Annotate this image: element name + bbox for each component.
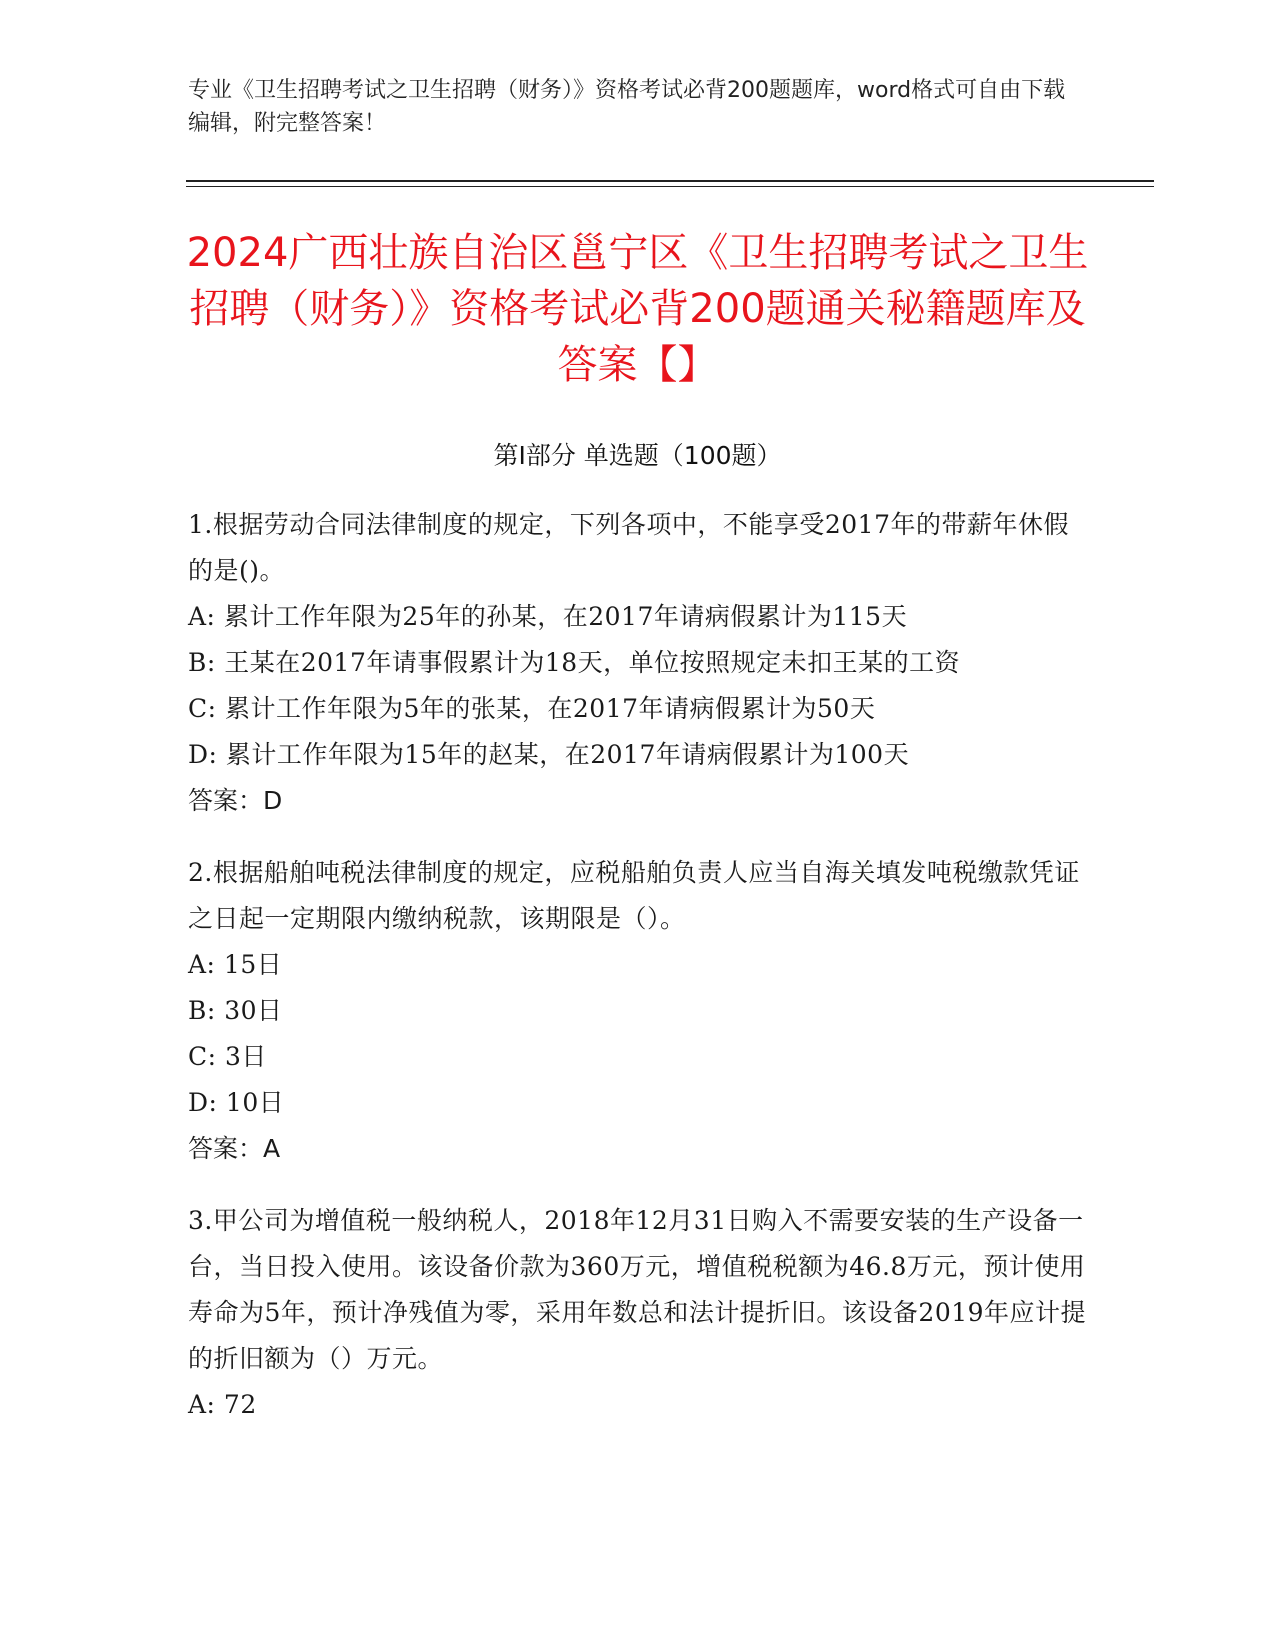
question-3 (188, 1198, 1088, 1428)
option-b: B: 王某在2017年请事假累计为18天，单位按照规定未扣王某的工资 (188, 648, 961, 677)
option-c: C: 3日 (188, 1042, 267, 1071)
answer: 答案：A (188, 1134, 281, 1163)
header-note: 专业《卫生招聘考试之卫生招聘（财务）》资格考试必背200题题库，word格式可自由下载编辑，附完整答案！ (188, 78, 1066, 136)
option-b: B: 30日 (188, 996, 283, 1025)
option-a: A: 15日 (188, 950, 283, 979)
question-stem: 1.根据劳动合同法律制度的规定，下列各项中，不能享受2017年的带薪年休假的是()。 (188, 510, 1069, 585)
option-c: C: 累计工作年限为5年的张某，在2017年请病假累计为50天 (188, 694, 876, 723)
question-stem: 3.甲公司为增值税一般纳税人，2018年12月31日购入不需要安装的生产设备一台，当日投入使用。该设备价款为360万元，增值税税额为46.8万元，预计使用寿命为5年，预计净残值为零，采用年数总和法计提折旧。该设备2019年应计提的折旧额为（）万元。 (188, 1206, 1087, 1373)
question-stem: 2.根据船舶吨税法律制度的规定，应税船舶负责人应当自海关填发吨税缴款凭证之日起一定期限内缴纳税款，该期限是（）。 (188, 858, 1080, 933)
document-title: 2024广西壮族自治区邕宁区《卫生招聘考试之卫生招聘（财务）》资格考试必背200题通关秘籍题库及答案【】 (186, 230, 1089, 388)
header-divider-thin (186, 186, 1154, 187)
question-1 (188, 502, 1088, 824)
option-a: A: 72 (188, 1390, 257, 1419)
option-d: D: 10日 (188, 1088, 285, 1117)
question-2 (188, 850, 1088, 1172)
option-a: A: 累计工作年限为25年的孙某，在2017年请病假累计为115天 (188, 602, 908, 631)
header-divider-thick (186, 180, 1154, 182)
option-d: D: 累计工作年限为15年的赵某，在2017年请病假累计为100天 (188, 740, 910, 769)
section-heading: 第Ⅰ部分 单选题（100题） (493, 441, 782, 470)
answer: 答案：D (188, 786, 283, 815)
